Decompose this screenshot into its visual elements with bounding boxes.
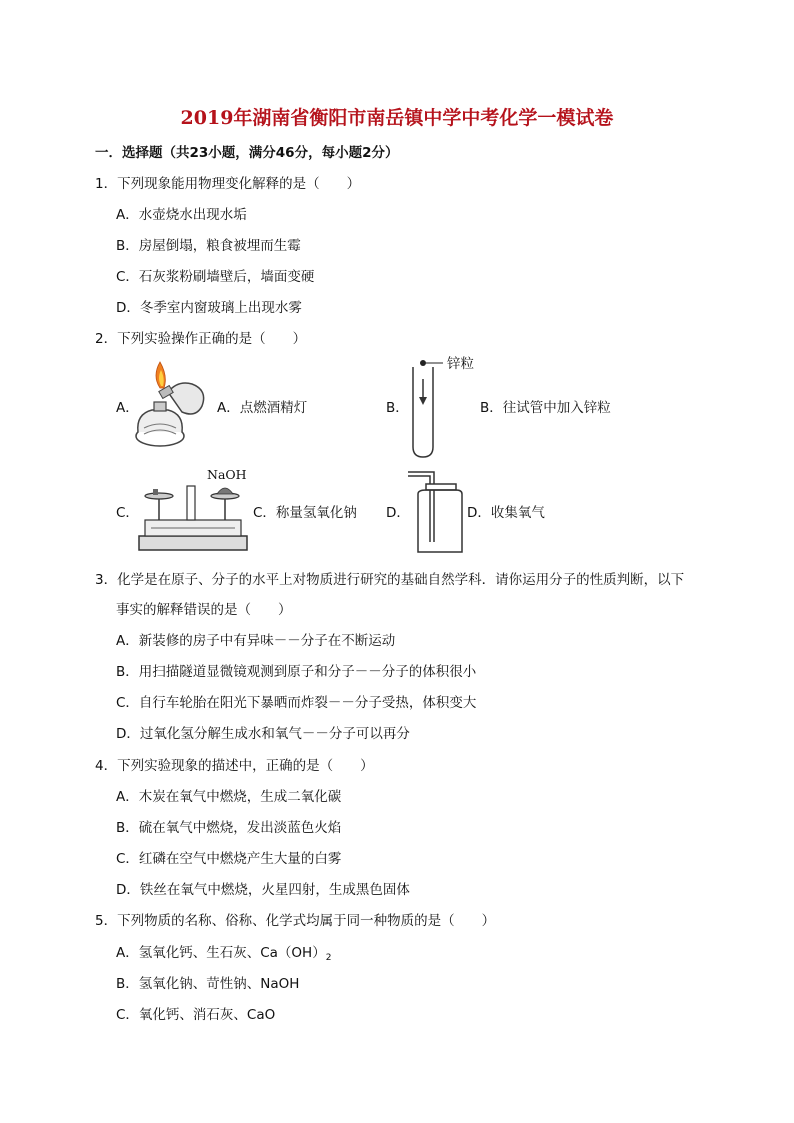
question-1-stem: 1．下列现象能用物理变化解释的是（ ）	[95, 176, 361, 192]
question-5-option-a-text: A．氢氧化钙、生石灰、Ca（OH）	[116, 945, 326, 961]
question-2-option-a-text: A．点燃酒精灯	[217, 400, 308, 416]
question-1-option-d: D．冬季室内窗玻璃上出现水雾	[116, 300, 302, 316]
question-2-option-d-text: D．收集氧气	[467, 505, 545, 521]
question-4-option-c: C．红磷在空气中燃烧产生大量的白雾	[116, 851, 342, 867]
section-heading: 一．选择题（共23小题，满分46分，每小题2分）	[95, 145, 399, 161]
balance-figure	[135, 480, 250, 552]
subscript-2: 2	[325, 953, 332, 963]
question-5-option-a	[116, 944, 331, 967]
question-5-option-c: C．氧化钙、消石灰、CaO	[116, 1007, 276, 1023]
question-4-stem: 4．下列实验现象的描述中，正确的是（ ）	[95, 758, 374, 774]
question-3-stem-line1: 3．化学是在原子、分子的水平上对物质进行研究的基础自然学科．请你运用分子的性质判断，以下	[95, 572, 685, 588]
question-5-stem: 5．下列物质的名称、俗称、化学式均属于同一种物质的是（ ）	[95, 913, 496, 929]
naoh-label: NaOH	[207, 467, 247, 482]
question-3-option-a: A．新装修的房子中有异味－－分子在不断运动	[116, 633, 396, 649]
question-2-option-c-letter: C．	[116, 505, 139, 521]
question-3-stem-line2: 事实的解释错误的是（ ）	[116, 602, 292, 618]
question-1-option-a: A．水壶烧水出现水垢	[116, 207, 247, 223]
question-4-option-a: A．木炭在氧气中燃烧，生成二氧化碳	[116, 789, 342, 805]
question-3-option-c: C．自行车轮胎在阳光下暴晒而炸裂－－分子受热，体积变大	[116, 695, 477, 711]
question-4-option-d: D．铁丝在氧气中燃烧，火星四射，生成黑色固体	[116, 882, 410, 898]
question-3-option-d: D．过氧化氢分解生成水和氧气－－分子可以再分	[116, 726, 410, 742]
question-2-option-c-text: C．称量氢氧化钠	[253, 505, 357, 521]
alcohol-lamp-figure	[130, 362, 220, 452]
question-2-option-b-text: B．往试管中加入锌粒	[480, 400, 611, 416]
question-2-stem: 2．下列实验操作正确的是（ ）	[95, 331, 307, 347]
question-2-option-b-letter: B．	[386, 400, 409, 416]
question-1-option-c: C．石灰浆粉刷墙壁后，墙面变硬	[116, 269, 315, 285]
question-3-option-b: B．用扫描隧道显微镜观测到原子和分子－－分子的体积很小	[116, 664, 477, 680]
gas-bottle-figure	[404, 466, 468, 556]
question-5-option-b: B．氢氧化钠、苛性钠、NaOH	[116, 976, 300, 992]
page-title: 2019年湖南省衡阳市南岳镇中学中考化学一模试卷	[180, 107, 614, 129]
test-tube-zinc-figure	[405, 355, 445, 460]
question-2-option-d-letter: D．	[386, 505, 410, 521]
zinc-label: 锌粒	[447, 356, 474, 372]
question-4-option-b: B．硫在氧气中燃烧，发出淡蓝色火焰	[116, 820, 342, 836]
question-2-option-a-letter: A．	[116, 400, 139, 416]
question-1-option-b: B．房屋倒塌，粮食被埋而生霉	[116, 238, 301, 254]
